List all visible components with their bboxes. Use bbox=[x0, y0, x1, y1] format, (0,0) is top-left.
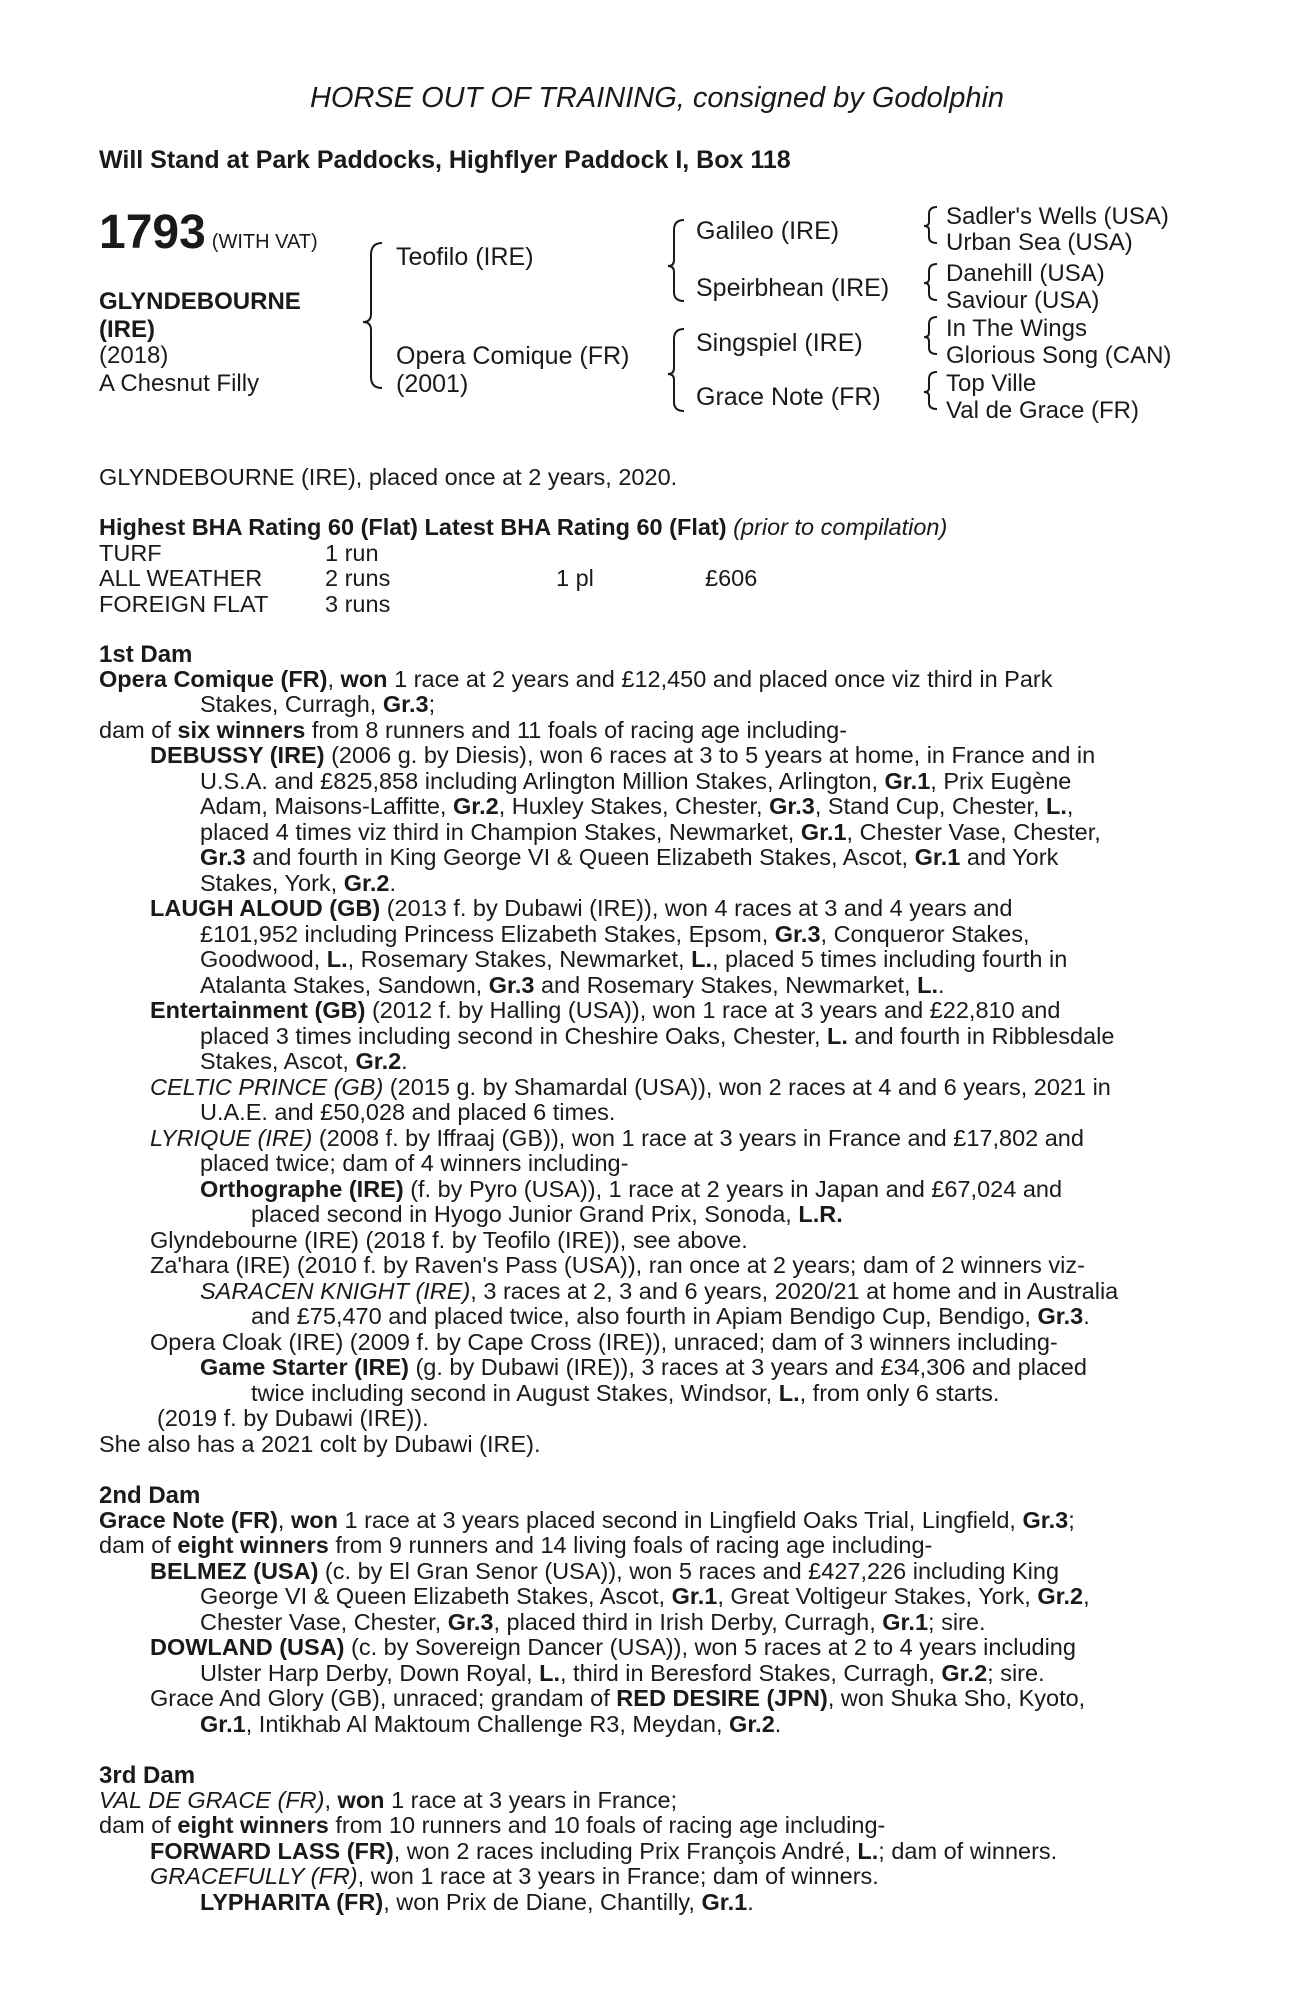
pedigree-dam-sire: Singspiel (IRE) bbox=[696, 329, 863, 357]
pedigree-gen3-6: Glorious Song (CAN) bbox=[946, 342, 1172, 369]
second-dam-line: dam of eight winners from 9 runners and 14 living foals of racing age including- bbox=[99, 1532, 933, 1558]
progeny-laugh-aloud-line: £101,952 including Princess Elizabeth Stakes, Epsom, Gr.3, Conqueror Stakes, bbox=[200, 921, 1030, 947]
progeny-debussy-line: Gr.3 and fourth in King George VI & Queen Elizabeth Stakes, Ascot, Gr.1 and York bbox=[200, 844, 1059, 870]
progeny-belmez: BELMEZ (USA) (c. by El Gran Senor (USA)), won 5 races and £427,226 including King bbox=[150, 1558, 1060, 1584]
catalogue-title: HORSE OUT OF TRAINING, consigned by Godolphin bbox=[309, 82, 1005, 114]
progeny-zahara: Za'hara (IRE) (2010 f. by Raven's Pass (USA)), ran once at 2 years; dam of 2 winners viz- bbox=[150, 1252, 1085, 1278]
horse-description: A Chesnut Filly bbox=[99, 370, 260, 397]
progeny-belmez-line: George VI & Queen Elizabeth Stakes, Ascot, Gr.1, Great Voltigeur Stakes, York, Gr.2, bbox=[200, 1583, 1090, 1609]
progeny-laugh-aloud: LAUGH ALOUD (GB) (2013 f. by Dubawi (IRE)), won 4 races at 3 and 4 years and bbox=[150, 895, 1013, 921]
horse-year: (2018) bbox=[99, 342, 169, 369]
progeny-lyrique-line: placed twice; dam of 4 winners including- bbox=[200, 1150, 629, 1176]
progeny-orthographe: Orthographe (IRE) (f. by Pyro (USA)), 1 race at 2 years in Japan and £67,024 and bbox=[200, 1176, 1063, 1202]
progeny-debussy-line: U.S.A. and £825,858 including Arlington Million Stakes, Arlington, Gr.1, Prix Eugène bbox=[200, 768, 1072, 794]
bha-rating-note: (prior to compilation) bbox=[733, 514, 948, 540]
horse-name: GLYNDEBOURNE (IRE) bbox=[99, 288, 301, 343]
runs-count: 3 runs bbox=[325, 591, 391, 617]
pedigree-dam-dam: Grace Note (FR) bbox=[696, 383, 881, 411]
third-dam-line: dam of eight winners from 10 runners and 10 foals of racing age including- bbox=[99, 1812, 886, 1838]
pedigree-dam-year: (2001) bbox=[396, 370, 469, 398]
pedigree-gen3-1: Sadler's Wells (USA) bbox=[946, 203, 1169, 230]
progeny-debussy-line: Stakes, York, Gr.2. bbox=[200, 870, 396, 896]
dam-line-bracket bbox=[668, 329, 684, 411]
bha-ratings bbox=[99, 515, 947, 540]
first-dam-line: Stakes, Curragh, Gr.3; bbox=[200, 691, 436, 717]
stand-location: Will Stand at Park Paddocks, Highflyer Paddock I, Box 118 bbox=[99, 146, 791, 174]
progeny-entertainment: Entertainment (GB) (2012 f. by Halling (USA)), won 1 race at 3 years and £22,810 and bbox=[150, 997, 1061, 1023]
runs-prize: £606 bbox=[705, 565, 758, 591]
pedigree-sire-sire: Galileo (IRE) bbox=[696, 217, 840, 245]
progeny-lypharita: LYPHARITA (FR), won Prix de Diane, Chantilly, Gr.1. bbox=[200, 1889, 754, 1915]
progeny-debussy-line: placed 4 times viz third in Champion Stakes, Newmarket, Gr.1, Chester Vase, Chester, bbox=[200, 819, 1101, 845]
progeny-gracefully: GRACEFULLY (FR), won 1 race at 3 years in France; dam of winners. bbox=[150, 1863, 879, 1889]
progeny-game-starter-line: twice including second in August Stakes, Windsor, L., from only 6 starts. bbox=[251, 1380, 1000, 1406]
progeny-also: She also has a 2021 colt by Dubawi (IRE). bbox=[99, 1431, 541, 1457]
progeny-celtic-prince-line: U.A.E. and £50,028 and placed 6 times. bbox=[200, 1099, 616, 1125]
progeny-laugh-aloud-line: Atalanta Stakes, Sandown, Gr.3 and Rosemary Stakes, Newmarket, L.. bbox=[200, 972, 945, 998]
progeny-saracen-knight-line: and £75,470 and placed twice, also fourth in Apiam Bendigo Cup, Bendigo, Gr.3. bbox=[251, 1303, 1090, 1329]
progeny-entertainment-line: placed 3 times including second in Cheshire Oaks, Chester, L. and fourth in Ribblesdale bbox=[200, 1023, 1115, 1049]
second-dam-heading: 2nd Dam bbox=[99, 1482, 201, 1509]
lot-number-value: 1793 bbox=[99, 206, 206, 259]
progeny-glyndebourne: Glyndebourne (IRE) (2018 f. by Teofilo (IRE)), see above. bbox=[150, 1227, 748, 1253]
progeny-opera-cloak: Opera Cloak (IRE) (2009 f. by Cape Cross (IRE)), unraced; dam of 3 winners including- bbox=[150, 1329, 1058, 1355]
progeny-dowland-line: Ulster Harp Derby, Down Royal, L., third in Beresford Stakes, Curragh, Gr.2; sire. bbox=[200, 1660, 1045, 1686]
progeny-forward-lass: FORWARD LASS (FR), won 2 races including Prix François André, L.; dam of winners. bbox=[150, 1838, 1058, 1864]
pedigree-sire: Teofilo (IRE) bbox=[396, 243, 534, 271]
pedigree-gen3-8: Val de Grace (FR) bbox=[946, 397, 1139, 424]
racing-summary: GLYNDEBOURNE (IRE), placed once at 2 years, 2020. bbox=[99, 464, 678, 490]
progeny-grace-and-glory-line: Gr.1, Intikhab Al Maktoum Challenge R3, Meydan, Gr.2. bbox=[200, 1711, 782, 1737]
runs-placed: 1 pl bbox=[556, 565, 594, 591]
sire-line-bracket bbox=[668, 220, 684, 301]
progeny-debussy: DEBUSSY (IRE) (2006 g. by Diesis), won 6 races at 3 to 5 years at home, in France and in bbox=[150, 742, 1096, 768]
speirbhean-bracket bbox=[924, 264, 937, 300]
singspiel-bracket bbox=[924, 317, 937, 354]
pedigree-gen3-5: In The Wings bbox=[946, 315, 1087, 342]
sire-dam-bracket bbox=[363, 243, 382, 388]
runs-surface: TURF bbox=[99, 540, 162, 566]
pedigree-dam: Opera Comique (FR) bbox=[396, 342, 630, 370]
progeny-unnamed-2019: (2019 f. by Dubawi (IRE)). bbox=[157, 1405, 429, 1431]
progeny-saracen-knight: SARACEN KNIGHT (IRE), 3 races at 2, 3 and 6 years, 2020/21 at home and in Australia bbox=[200, 1278, 1119, 1304]
bha-rating-values: Highest BHA Rating 60 (Flat) Latest BHA Rating 60 (Flat) bbox=[99, 514, 727, 540]
third-dam-line: VAL DE GRACE (FR), won 1 race at 3 years in France; bbox=[99, 1787, 678, 1813]
first-dam-line: Opera Comique (FR), won 1 race at 2 years and £12,450 and placed once viz third in Park bbox=[99, 666, 1053, 692]
second-dam-line: Grace Note (FR), won 1 race at 3 years placed second in Lingfield Oaks Trial, Lingfield, Gr.3; bbox=[99, 1507, 1075, 1533]
progeny-lyrique: LYRIQUE (IRE) (2008 f. by Iffraaj (GB)), won 1 race at 3 years in France and £17,802 and bbox=[150, 1125, 1084, 1151]
pedigree-gen3-2: Urban Sea (USA) bbox=[946, 229, 1133, 256]
progeny-dowland: DOWLAND (USA) (c. by Sovereign Dancer (USA)), won 5 races at 2 to 4 years including bbox=[150, 1634, 1076, 1660]
third-dam-heading: 3rd Dam bbox=[99, 1762, 196, 1789]
first-dam-line: dam of six winners from 8 runners and 11 foals of racing age including- bbox=[99, 717, 848, 743]
pedigree-sire-dam: Speirbhean (IRE) bbox=[696, 274, 890, 302]
runs-count: 2 runs bbox=[325, 565, 391, 591]
progeny-game-starter: Game Starter (IRE) (g. by Dubawi (IRE)), 3 races at 3 years and £34,306 and placed bbox=[200, 1354, 1087, 1380]
progeny-entertainment-line: Stakes, Ascot, Gr.2. bbox=[200, 1048, 408, 1074]
progeny-belmez-line: Chester Vase, Chester, Gr.3, placed third in Irish Derby, Curragh, Gr.1; sire. bbox=[200, 1609, 986, 1635]
runs-surface: ALL WEATHER bbox=[99, 565, 263, 591]
runs-count: 1 run bbox=[325, 540, 379, 566]
progeny-debussy-line: Adam, Maisons-Laffitte, Gr.2, Huxley Stakes, Chester, Gr.3, Stand Cup, Chester, L., bbox=[200, 793, 1074, 819]
first-dam-heading: 1st Dam bbox=[99, 641, 193, 668]
pedigree-gen3-7: Top Ville bbox=[946, 370, 1037, 397]
pedigree-gen3-4: Saviour (USA) bbox=[946, 287, 1100, 314]
progeny-laugh-aloud-line: Goodwood, L., Rosemary Stakes, Newmarket, L., placed 5 times including fourth in bbox=[200, 946, 1068, 972]
galileo-bracket bbox=[924, 207, 937, 243]
progeny-grace-and-glory: Grace And Glory (GB), unraced; grandam of RED DESIRE (JPN), won Shuka Sho, Kyoto, bbox=[150, 1685, 1086, 1711]
pedigree-gen3-3: Danehill (USA) bbox=[946, 260, 1105, 287]
grace-note-bracket bbox=[924, 372, 937, 409]
lot-vat: (WITH VAT) bbox=[211, 231, 318, 253]
runs-surface: FOREIGN FLAT bbox=[99, 591, 269, 617]
progeny-celtic-prince: CELTIC PRINCE (GB) (2015 g. by Shamardal (USA)), won 2 races at 4 and 6 years, 2021 in bbox=[150, 1074, 1111, 1100]
progeny-orthographe-line: placed second in Hyogo Junior Grand Prix, Sonoda, L.R. bbox=[251, 1201, 843, 1227]
